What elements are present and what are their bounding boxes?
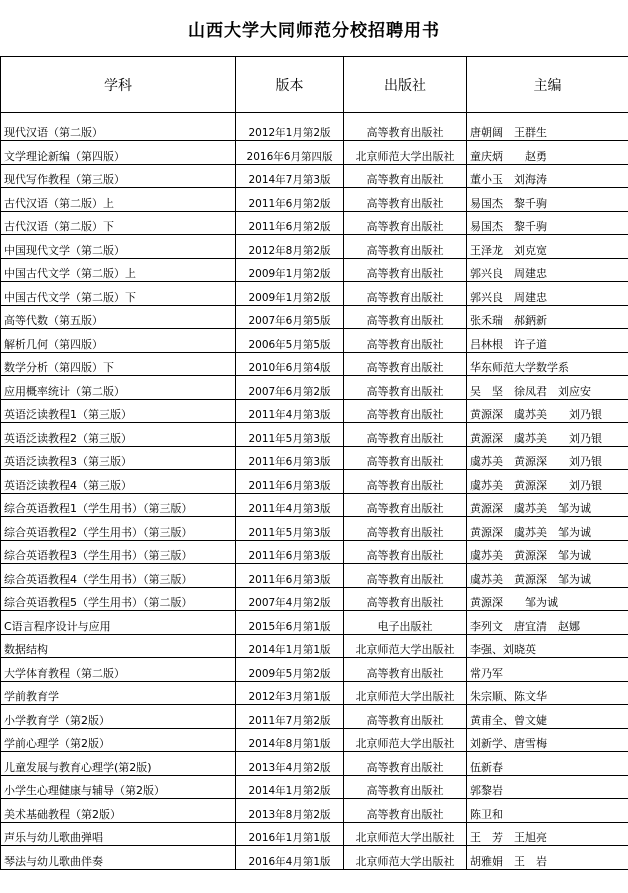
subject-cell: 英语泛读教程3（第三版） xyxy=(1,446,236,470)
edition-cell: 2009年1月第2版 xyxy=(236,282,344,306)
publisher-cell: 高等教育出版社 xyxy=(344,470,467,494)
subject-cell: 现代写作教程（第三版） xyxy=(1,164,236,188)
editors-cell: 易国杰 黎千驹 xyxy=(467,188,628,212)
subject-cell: 声乐与幼儿歌曲弹唱 xyxy=(1,822,236,846)
publisher-cell: 高等教育出版社 xyxy=(344,540,467,564)
edition-cell: 2016年4月第1版 xyxy=(236,846,344,870)
subject-cell: 美术基础教程（第2版） xyxy=(1,799,236,823)
edition-cell: 2013年8月第2版 xyxy=(236,799,344,823)
publisher-cell: 高等教育出版社 xyxy=(344,282,467,306)
subject-cell: 综合英语教程1（学生用书）（第三版） xyxy=(1,493,236,517)
table-row xyxy=(1,446,628,470)
subject-cell: 综合英语教程2（学生用书）（第三版） xyxy=(1,517,236,541)
header-publisher: 出版社 xyxy=(344,57,467,113)
subject-cell: 小学教育学（第2版） xyxy=(1,705,236,729)
editors-cell: 李强、刘晓英 xyxy=(467,634,628,658)
publisher-cell: 高等教育出版社 xyxy=(344,258,467,282)
editors-cell: 王 芳 王旭亮 xyxy=(467,822,628,846)
edition-cell: 2012年3月第1版 xyxy=(236,681,344,705)
table-row xyxy=(1,113,628,141)
editors-cell: 李列文 唐宜清 赵娜 xyxy=(467,611,628,635)
edition-cell: 2009年1月第2版 xyxy=(236,258,344,282)
table-row xyxy=(1,728,628,752)
edition-cell: 2011年4月第3版 xyxy=(236,493,344,517)
editors-cell: 华东师范大学数学系 xyxy=(467,352,628,376)
publisher-cell: 北京师范大学出版社 xyxy=(344,728,467,752)
subject-cell: 古代汉语（第二版）下 xyxy=(1,211,236,235)
edition-cell: 2015年6月第1版 xyxy=(236,611,344,635)
editors-cell: 易国杰 黎千驹 xyxy=(467,211,628,235)
editors-cell: 刘新学、唐雪梅 xyxy=(467,728,628,752)
publisher-cell: 高等教育出版社 xyxy=(344,587,467,611)
publisher-cell: 高等教育出版社 xyxy=(344,775,467,799)
edition-cell: 2011年7月第2版 xyxy=(236,705,344,729)
editors-cell: 张禾瑞 郝鈵新 xyxy=(467,305,628,329)
editors-cell: 郭兴良 周建忠 xyxy=(467,282,628,306)
publisher-cell: 高等教育出版社 xyxy=(344,564,467,588)
edition-cell: 2011年6月第3版 xyxy=(236,470,344,494)
table-row xyxy=(1,235,628,259)
editors-cell: 虞苏美 黄源深 刘乃银 xyxy=(467,446,628,470)
subject-cell: 大学体育教程（第二版） xyxy=(1,658,236,682)
editors-cell: 黄源深 虞苏美 邹为诚 xyxy=(467,517,628,541)
table-row xyxy=(1,258,628,282)
table-row xyxy=(1,634,628,658)
editors-cell: 吕林根 许子道 xyxy=(467,329,628,353)
subject-cell: 古代汉语（第二版）上 xyxy=(1,188,236,212)
editors-cell: 黄源深 虞苏美 邹为诚 xyxy=(467,493,628,517)
publisher-cell: 高等教育出版社 xyxy=(344,352,467,376)
subject-cell: 英语泛读教程2（第三版） xyxy=(1,423,236,447)
publisher-cell: 电子出版社 xyxy=(344,611,467,635)
table-row xyxy=(1,799,628,823)
editors-cell: 虞苏美 黄源深 刘乃银 xyxy=(467,470,628,494)
edition-cell: 2007年6月第2版 xyxy=(236,376,344,400)
subject-cell: 琴法与幼儿歌曲伴奏 xyxy=(1,846,236,870)
subject-cell: 现代汉语（第二版） xyxy=(1,113,236,141)
table-row xyxy=(1,658,628,682)
publisher-cell: 北京师范大学出版社 xyxy=(344,681,467,705)
editors-cell: 黄源深 邹为诚 xyxy=(467,587,628,611)
table-row xyxy=(1,775,628,799)
subject-cell: 儿童发展与教育心理学(第2版) xyxy=(1,752,236,776)
editors-cell: 董小玉 刘海涛 xyxy=(467,164,628,188)
publisher-cell: 高等教育出版社 xyxy=(344,188,467,212)
subject-cell: 解析几何（第四版） xyxy=(1,329,236,353)
table-row xyxy=(1,587,628,611)
table-row xyxy=(1,329,628,353)
publisher-cell: 高等教育出版社 xyxy=(344,113,467,141)
publisher-cell: 高等教育出版社 xyxy=(344,658,467,682)
publisher-cell: 高等教育出版社 xyxy=(344,705,467,729)
edition-cell: 2011年5月第3版 xyxy=(236,423,344,447)
table-row xyxy=(1,211,628,235)
subject-cell: 中国古代文学（第二版）下 xyxy=(1,282,236,306)
table-row xyxy=(1,305,628,329)
table-row xyxy=(1,188,628,212)
editors-cell: 虞苏美 黄源深 邹为诚 xyxy=(467,564,628,588)
edition-cell: 2011年6月第3版 xyxy=(236,446,344,470)
edition-cell: 2014年7月第3版 xyxy=(236,164,344,188)
table-row xyxy=(1,611,628,635)
edition-cell: 2011年5月第3版 xyxy=(236,517,344,541)
table-row xyxy=(1,282,628,306)
edition-cell: 2014年1月第1版 xyxy=(236,634,344,658)
subject-cell: 综合英语教程4（学生用书）（第三版） xyxy=(1,564,236,588)
edition-cell: 2014年8月第1版 xyxy=(236,728,344,752)
publisher-cell: 高等教育出版社 xyxy=(344,446,467,470)
table-row xyxy=(1,164,628,188)
editors-cell: 常乃军 xyxy=(467,658,628,682)
subject-cell: 综合英语教程3（学生用书）（第三版） xyxy=(1,540,236,564)
table-row xyxy=(1,517,628,541)
edition-cell: 2006年5月第5版 xyxy=(236,329,344,353)
edition-cell: 2010年6月第4版 xyxy=(236,352,344,376)
editors-cell: 陈卫和 xyxy=(467,799,628,823)
table-row xyxy=(1,540,628,564)
table-row xyxy=(1,564,628,588)
table-row xyxy=(1,752,628,776)
table-row xyxy=(1,470,628,494)
subject-cell: C语言程序设计与应用 xyxy=(1,611,236,635)
table-row xyxy=(1,705,628,729)
subject-cell: 小学生心理健康与辅导（第2版） xyxy=(1,775,236,799)
edition-cell: 2011年6月第2版 xyxy=(236,211,344,235)
editors-cell: 伍新春 xyxy=(467,752,628,776)
editors-cell: 黄源深 虞苏美 刘乃银 xyxy=(467,399,628,423)
subject-cell: 高等代数（第五版） xyxy=(1,305,236,329)
header-edition: 版本 xyxy=(236,57,344,113)
edition-cell: 2009年5月第2版 xyxy=(236,658,344,682)
publisher-cell: 高等教育出版社 xyxy=(344,423,467,447)
table-row xyxy=(1,352,628,376)
table-row xyxy=(1,376,628,400)
subject-cell: 中国古代文学（第二版）上 xyxy=(1,258,236,282)
subject-cell: 文学理论新编（第四版） xyxy=(1,141,236,165)
publisher-cell: 高等教育出版社 xyxy=(344,517,467,541)
publisher-cell: 高等教育出版社 xyxy=(344,399,467,423)
subject-cell: 应用概率统计（第二版） xyxy=(1,376,236,400)
table-row xyxy=(1,846,628,870)
editors-cell: 虞苏美 黄源深 邹为诚 xyxy=(467,540,628,564)
edition-cell: 2007年4月第2版 xyxy=(236,587,344,611)
publisher-cell: 高等教育出版社 xyxy=(344,164,467,188)
publisher-cell: 北京师范大学出版社 xyxy=(344,822,467,846)
publisher-cell: 北京师范大学出版社 xyxy=(344,846,467,870)
publisher-cell: 高等教育出版社 xyxy=(344,329,467,353)
book-table xyxy=(0,56,628,870)
subject-cell: 数学分析（第四版）下 xyxy=(1,352,236,376)
table-row xyxy=(1,399,628,423)
subject-cell: 学前教育学 xyxy=(1,681,236,705)
table-row xyxy=(1,141,628,165)
edition-cell: 2011年6月第3版 xyxy=(236,564,344,588)
publisher-cell: 高等教育出版社 xyxy=(344,493,467,517)
editors-cell: 胡雅娟 王 岩 xyxy=(467,846,628,870)
subject-cell: 综合英语教程5（学生用书）（第二版） xyxy=(1,587,236,611)
edition-cell: 2016年1月第1版 xyxy=(236,822,344,846)
edition-cell: 2011年6月第2版 xyxy=(236,188,344,212)
editors-cell: 朱宗顺、陈文华 xyxy=(467,681,628,705)
editors-cell: 吴 坚 徐凤君 刘应安 xyxy=(467,376,628,400)
edition-cell: 2012年8月第2版 xyxy=(236,235,344,259)
editors-cell: 黄甫全、曾文婕 xyxy=(467,705,628,729)
editors-cell: 郭黎岩 xyxy=(467,775,628,799)
edition-cell: 2016年6月第四版 xyxy=(236,141,344,165)
editors-cell: 唐朝阔 王群生 xyxy=(467,113,628,141)
subject-cell: 学前心理学（第2版） xyxy=(1,728,236,752)
edition-cell: 2007年6月第5版 xyxy=(236,305,344,329)
edition-cell: 2014年1月第2版 xyxy=(236,775,344,799)
publisher-cell: 北京师范大学出版社 xyxy=(344,141,467,165)
publisher-cell: 高等教育出版社 xyxy=(344,235,467,259)
header-subject: 学科 xyxy=(1,57,236,113)
edition-cell: 2011年4月第3版 xyxy=(236,399,344,423)
header-row xyxy=(1,57,628,113)
edition-cell: 2012年1月第2版 xyxy=(236,113,344,141)
table-row xyxy=(1,822,628,846)
publisher-cell: 北京师范大学出版社 xyxy=(344,634,467,658)
subject-cell: 英语泛读教程4（第三版） xyxy=(1,470,236,494)
header-editors: 主编 xyxy=(467,57,628,113)
editors-cell: 郭兴良 周建忠 xyxy=(467,258,628,282)
publisher-cell: 高等教育出版社 xyxy=(344,799,467,823)
publisher-cell: 高等教育出版社 xyxy=(344,752,467,776)
subject-cell: 中国现代文学（第二版） xyxy=(1,235,236,259)
page-title: 山西大学大同师范分校招聘用书 xyxy=(188,21,440,41)
editors-cell: 王泽龙 刘克宽 xyxy=(467,235,628,259)
publisher-cell: 高等教育出版社 xyxy=(344,305,467,329)
editors-cell: 童庆炳 赵勇 xyxy=(467,141,628,165)
publisher-cell: 高等教育出版社 xyxy=(344,376,467,400)
edition-cell: 2011年6月第3版 xyxy=(236,540,344,564)
edition-cell: 2013年4月第2版 xyxy=(236,752,344,776)
table-row xyxy=(1,493,628,517)
editors-cell: 黄源深 虞苏美 刘乃银 xyxy=(467,423,628,447)
table-body xyxy=(1,113,628,870)
subject-cell: 英语泛读教程1（第三版） xyxy=(1,399,236,423)
table-row xyxy=(1,423,628,447)
subject-cell: 数据结构 xyxy=(1,634,236,658)
publisher-cell: 高等教育出版社 xyxy=(344,211,467,235)
table-row xyxy=(1,681,628,705)
